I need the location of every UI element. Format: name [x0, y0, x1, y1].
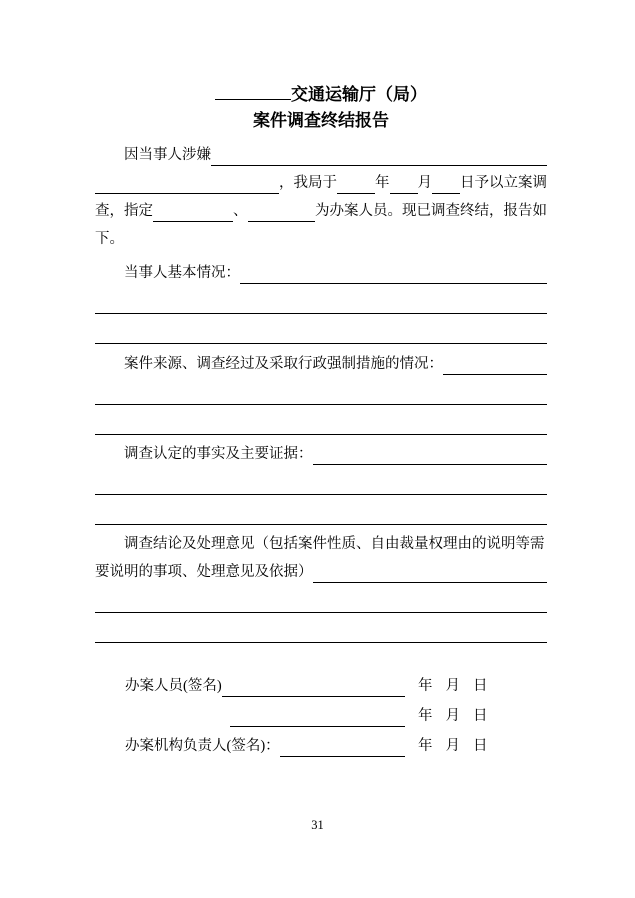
suspicion-blank-1 — [211, 146, 547, 166]
document-content — [95, 82, 547, 757]
agency-signature-row — [125, 727, 547, 757]
section-3-label-row — [95, 437, 547, 465]
ruled-line — [95, 465, 547, 495]
intro-line-1 — [95, 138, 547, 166]
ruled-line — [95, 375, 547, 405]
month-label: 月 — [417, 175, 432, 191]
signature-column-1 — [125, 676, 360, 697]
title-line-report — [95, 108, 547, 134]
year-label: 年 — [418, 708, 433, 724]
handler-signature-label: 办案人员(签名) — [125, 678, 222, 694]
month-label: 月 — [445, 708, 460, 724]
signature-column-1 — [125, 707, 360, 727]
section-4-label-line-2: 要说明的事项、处理意见及依据） — [95, 564, 313, 580]
handler-name-blank-2 — [248, 202, 316, 222]
intro-text-2: ，我局于 — [279, 175, 337, 191]
handler-signature-blank-2 — [230, 707, 360, 727]
ruled-line — [95, 495, 547, 525]
handler-signature-blank-1 — [222, 677, 360, 697]
year-label: 年 — [418, 678, 433, 694]
month-label: 月 — [445, 678, 460, 694]
filing-year-blank — [337, 174, 375, 194]
year-label: 年 — [375, 175, 390, 191]
section-4-label-row-1 — [95, 527, 547, 555]
section-1-label-row — [95, 256, 547, 284]
section-4-blank — [313, 563, 548, 583]
intro-line-4 — [95, 222, 547, 250]
ruled-line — [95, 583, 547, 613]
year-label: 年 — [418, 738, 433, 754]
sign-date-blank-2 — [360, 707, 405, 727]
org-name-blank — [215, 85, 291, 100]
filing-month-blank — [390, 174, 418, 194]
day-label: 日 — [473, 678, 488, 694]
title-line-org — [95, 82, 547, 108]
ruled-line — [95, 405, 547, 435]
intro-line-2 — [95, 166, 547, 194]
day-label: 日 — [473, 738, 488, 754]
intro-text-3: 日予以立案调 — [460, 175, 547, 191]
intro-text-4: 查，指定 — [95, 203, 153, 219]
section-2-label: 案件来源、调查经过及采取行政强制措施的情况： — [124, 356, 443, 372]
title-org-text: 交通运输厅（局） — [291, 85, 427, 104]
section-3-label: 调查认定的事实及主要证据： — [124, 446, 313, 462]
section-4-label-line-1: 调查结论及处理意见（包括案件性质、自由裁量权理由的说明等需 — [124, 536, 545, 552]
signature-column-1 — [125, 736, 360, 757]
intro-text-6: 下。 — [95, 231, 124, 247]
ruled-line — [95, 284, 547, 314]
intro-line-3 — [95, 194, 547, 222]
handler-name-blank-1 — [153, 202, 233, 222]
agency-signature-blank — [280, 737, 360, 757]
section-3-blank — [313, 445, 548, 465]
month-label: 月 — [445, 738, 460, 754]
agency-signature-label: 办案机构负责人(签名)： — [125, 738, 280, 754]
handler-signature-row-2 — [125, 697, 547, 727]
section-2-label-row — [95, 347, 547, 375]
handler-signature-row-1 — [125, 667, 547, 697]
intro-text-1: 因当事人涉嫌 — [124, 147, 211, 163]
section-4-label-row-2 — [95, 555, 547, 583]
page-number: 31 — [311, 818, 324, 832]
suspicion-blank-2 — [95, 174, 279, 194]
ruled-line — [95, 314, 547, 344]
day-label: 日 — [473, 708, 488, 724]
sign-date-blank-1 — [360, 677, 405, 697]
section-1-blank — [240, 264, 547, 284]
title-report-text: 案件调查终结报告 — [253, 111, 389, 130]
intro-text-5: 为办案人员。现已调查终结，报告如 — [315, 203, 547, 219]
section-1-label: 当事人基本情况： — [124, 265, 240, 281]
intro-separator: 、 — [233, 203, 248, 219]
section-2-blank — [443, 355, 547, 375]
ruled-line — [95, 613, 547, 643]
filing-day-blank — [432, 174, 460, 194]
signature-block — [95, 667, 547, 757]
sign-date-blank-3 — [360, 737, 405, 757]
